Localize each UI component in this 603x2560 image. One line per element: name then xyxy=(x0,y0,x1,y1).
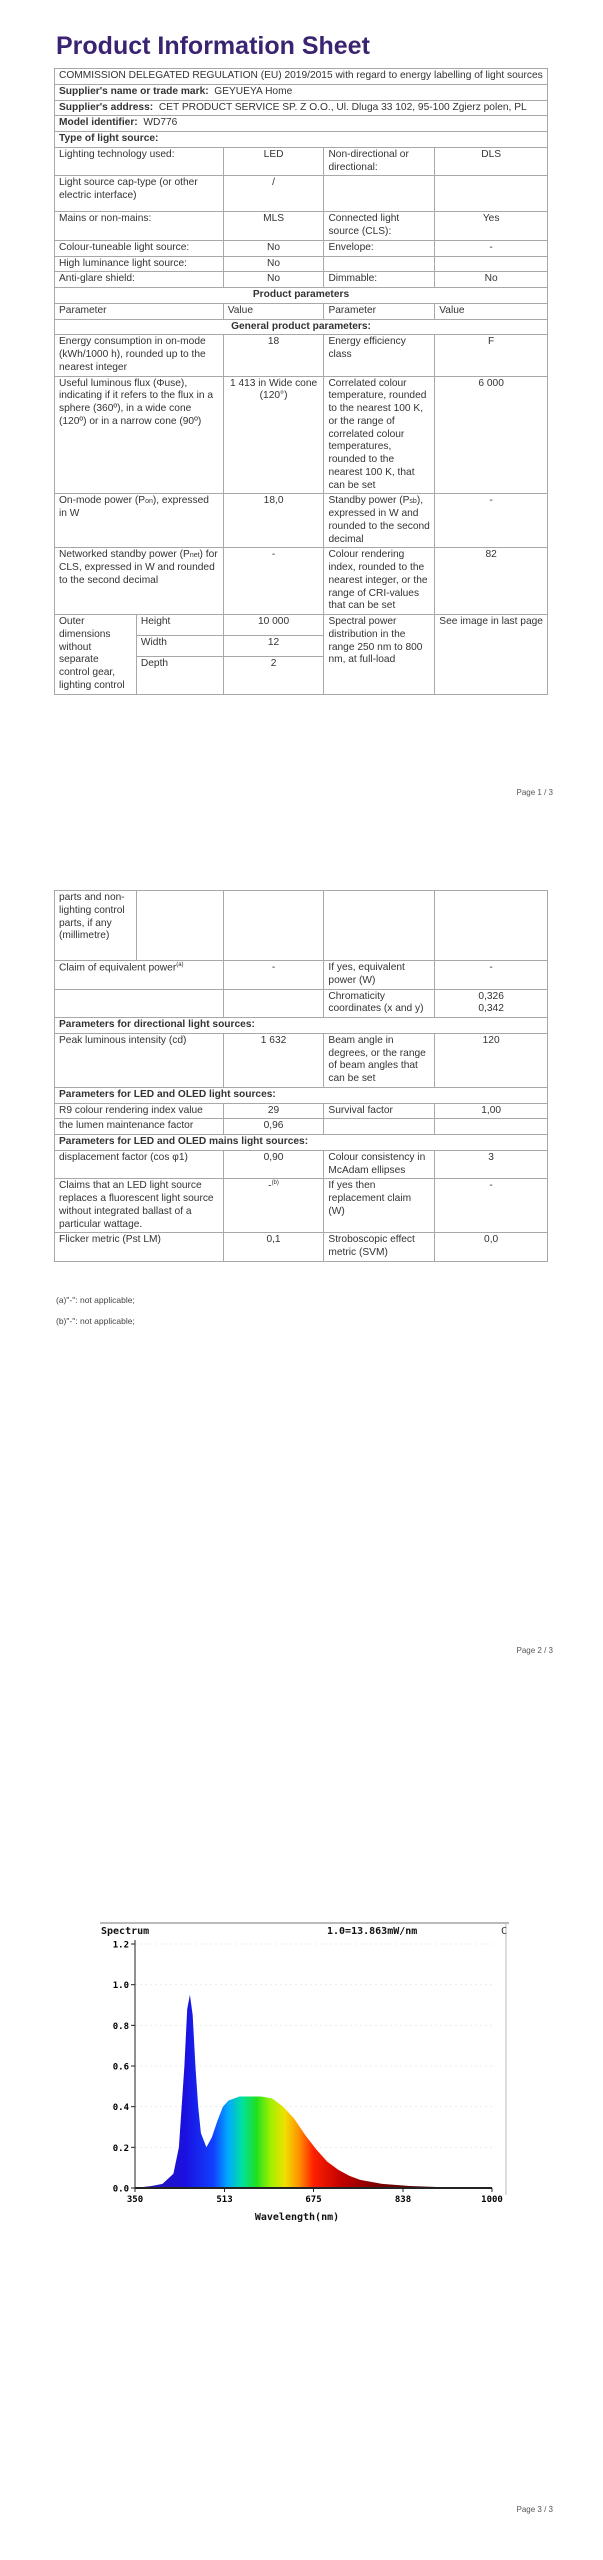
equiv-power-value: - xyxy=(435,961,548,990)
energy-value: 18 xyxy=(223,335,324,376)
y-tick-label: 0.0 xyxy=(112,2184,129,2195)
strobe-value: 0,0 xyxy=(435,1233,548,1262)
lighting-tech-label: Lighting technology used: xyxy=(55,147,224,176)
page-2 xyxy=(0,850,603,1680)
cls-value: Yes xyxy=(435,212,548,241)
type-heading: Type of light source: xyxy=(55,132,548,148)
cri-value: 82 xyxy=(435,548,548,615)
chroma-value: 0,326 0,342 xyxy=(435,989,548,1018)
y-tick-label: 0.6 xyxy=(112,2062,129,2073)
depth-label: Depth xyxy=(136,656,223,694)
directional-heading: Parameters for directional light sources: xyxy=(55,1018,548,1034)
directional-label: Non-directional or directional: xyxy=(324,147,435,176)
info-table-continued xyxy=(54,890,548,1262)
page-number: Page 1 / 3 xyxy=(516,788,553,797)
lumen-maint-label: the lumen maintenance factor xyxy=(55,1119,224,1135)
displacement-label: displacement factor (cos φ1) xyxy=(55,1150,224,1179)
col-value: Value xyxy=(223,303,324,319)
footnote-a: (a)"-": not applicable; xyxy=(56,1295,135,1305)
outer-dims-label: Outer dimensions without separate control gear, lighting control xyxy=(55,615,137,695)
page-number: Page 3 / 3 xyxy=(516,2505,553,2514)
dimmable-label: Dimmable: xyxy=(324,272,435,288)
height-label: Height xyxy=(136,615,223,636)
strobe-label: Stroboscopic effect metric (SVM) xyxy=(324,1233,435,1262)
supplier-address-row: Supplier's address: CET PRODUCT SERVICE SP. Z O.O., Ul. Dluga 33 102, 95-100 Zgierz polen, PL xyxy=(55,100,548,116)
r9-value: 29 xyxy=(223,1103,324,1119)
lighting-tech-value: LED xyxy=(223,147,324,176)
x-tick-label: 1000 xyxy=(481,2195,503,2205)
cap-label: Light source cap-type (or other electric interface) xyxy=(55,176,224,212)
height-value: 10 000 xyxy=(223,615,324,636)
supplier-name: GEYUEYA Home xyxy=(214,85,293,97)
onmode-value: 18,0 xyxy=(223,494,324,548)
x-tick-label: 350 xyxy=(126,2195,144,2205)
cap-value: / xyxy=(223,176,324,212)
width-label: Width xyxy=(136,635,223,656)
spectral-value: See image in last page xyxy=(435,615,548,695)
spectrum-chart xyxy=(97,1920,509,2230)
y-tick-label: 0.4 xyxy=(112,2103,129,2114)
x-tick-label: 838 xyxy=(394,2195,412,2205)
led-mains-heading: Parameters for LED and OLED mains light sources: xyxy=(55,1135,548,1151)
standby-value: - xyxy=(435,494,548,548)
high-lum-value: No xyxy=(223,256,324,272)
dimmable-value: No xyxy=(435,272,548,288)
tuneable-label: Colour-tuneable light source: xyxy=(55,240,224,256)
x-tick-label: 675 xyxy=(305,2195,322,2205)
supplier-name-row: Supplier's name or trade mark: GEYUEYA Home xyxy=(55,84,548,100)
energy-label: Energy consumption in on-mode (kWh/1000 h), rounded up to the nearest integer xyxy=(55,335,224,376)
lumen-maint-value: 0,96 xyxy=(223,1119,324,1135)
general-params-heading: General product parameters: xyxy=(55,319,548,335)
spectral-label: Spectral power distribution in the range 250 nm to 800 nm, at full-load xyxy=(324,615,435,695)
peak-intensity-label: Peak luminous intensity (cd) xyxy=(55,1033,224,1087)
netstandby-label: Networked standby power (Pnet) for CLS, expressed in W and rounded to the second decimal xyxy=(55,548,224,615)
mains-value: MLS xyxy=(223,212,324,241)
survival-label: Survival factor xyxy=(324,1103,435,1119)
width-value: 12 xyxy=(223,635,324,656)
y-tick-label: 1.0 xyxy=(112,1981,129,1992)
regulation-text: COMMISSION DELEGATED REGULATION (EU) 2019/2015 with regard to energy labelling of light sources xyxy=(55,69,548,85)
standby-label: Standby power (Psb), expressed in W and rounded to the second decimal xyxy=(324,494,435,548)
cls-label: Connected light source (CLS): xyxy=(324,212,435,241)
equiv-claim-label: Claim of equivalent power$^{(a)}$ xyxy=(55,961,224,990)
tuneable-value: No xyxy=(223,240,324,256)
equiv-claim-value: - xyxy=(223,961,324,990)
fluorescent-claim-value: -$^{(b)}$ xyxy=(223,1179,324,1233)
page-3 xyxy=(0,1705,603,2560)
page-number: Page 2 / 3 xyxy=(516,1646,553,1655)
flux-value: 1 413 in Wide cone (120°) xyxy=(223,376,324,494)
envelope-label: Envelope: xyxy=(324,240,435,256)
beam-angle-value: 120 xyxy=(435,1033,548,1087)
flicker-label: Flicker metric (Pst LM) xyxy=(55,1233,224,1262)
chart-title: Spectrum xyxy=(101,1926,150,1937)
led-oled-heading: Parameters for LED and OLED light sources: xyxy=(55,1087,548,1103)
cct-value: 6 000 xyxy=(435,376,548,494)
info-table xyxy=(54,68,548,695)
corner-mark: C xyxy=(501,1926,508,1937)
envelope-value: - xyxy=(435,240,548,256)
cct-label: Correlated colour temperature, rounded to the nearest 100 K, or the range of correlated colour temperatures, rounded to the nearest 100 K, that can be set xyxy=(324,376,435,494)
footnote-b: (b)"-": not applicable; xyxy=(56,1316,135,1326)
r9-label: R9 colour rendering index value xyxy=(55,1103,224,1119)
page-1 xyxy=(0,0,603,820)
flux-label: Useful luminous flux (Φuse), indicating if it refers to the flux in a sphere (360º), in a wide cone (120º) or in a narrow cone (90º) xyxy=(55,376,224,494)
mains-label: Mains or non-mains: xyxy=(55,212,224,241)
displacement-value: 0,90 xyxy=(223,1150,324,1179)
netstandby-value: - xyxy=(223,548,324,615)
eff-class-value: F xyxy=(435,335,548,376)
fluorescent-claim-label: Claims that an LED light source replaces a fluorescent light source without integrated ballast of a particular wattage. xyxy=(55,1179,224,1233)
flicker-value: 0,1 xyxy=(223,1233,324,1262)
model-identifier: WD776 xyxy=(143,117,178,129)
survival-value: 1,00 xyxy=(435,1103,548,1119)
beam-angle-label: Beam angle in degrees, or the range of beam angles that can be set xyxy=(324,1033,435,1087)
page-title: Product Information Sheet xyxy=(56,32,370,60)
peak-intensity-value: 1 632 xyxy=(223,1033,324,1087)
chart-readout: 1.0=13.863mW/nm xyxy=(327,1926,418,1937)
model-row: Model identifier: WD776 xyxy=(55,116,548,132)
consistency-value: 3 xyxy=(435,1150,548,1179)
replace-claim-label: If yes then replacement claim (W) xyxy=(324,1179,435,1233)
onmode-label: On-mode power (Pon), expressed in W xyxy=(55,494,224,548)
y-tick-label: 1.2 xyxy=(112,1940,129,1951)
col-parameter-2: Parameter xyxy=(324,303,435,319)
antiglare-label: Anti-glare shield: xyxy=(55,272,224,288)
high-lum-label: High luminance light source: xyxy=(55,256,224,272)
depth-value: 2 xyxy=(223,656,324,694)
consistency-label: Colour consistency in McAdam ellipses xyxy=(324,1150,435,1179)
equiv-power-label: If yes, equivalent power (W) xyxy=(324,961,435,990)
x-tick-label: 513 xyxy=(216,2195,233,2205)
col-parameter: Parameter xyxy=(55,303,224,319)
directional-value: DLS xyxy=(435,147,548,176)
product-params-heading: Product parameters xyxy=(55,288,548,304)
y-tick-label: 0.2 xyxy=(112,2143,129,2154)
col-value-2: Value xyxy=(435,303,548,319)
antiglare-value: No xyxy=(223,272,324,288)
eff-class-label: Energy efficiency class xyxy=(324,335,435,376)
x-axis-label: Wavelength(nm) xyxy=(254,2212,340,2223)
outer-dims-label-cont: parts and non-lighting control parts, if any (millimetre) xyxy=(55,891,137,961)
supplier-address: CET PRODUCT SERVICE SP. Z O.O., Ul. Dluga 33 102, 95-100 Zgierz polen, PL xyxy=(158,101,527,113)
y-tick-label: 0.8 xyxy=(112,2021,129,2032)
cri-label: Colour rendering index, rounded to the nearest integer, or the range of CRI-values that can be set xyxy=(324,548,435,615)
replace-claim-value: - xyxy=(435,1179,548,1233)
chroma-label: Chromaticity coordinates (x and y) xyxy=(324,989,435,1018)
